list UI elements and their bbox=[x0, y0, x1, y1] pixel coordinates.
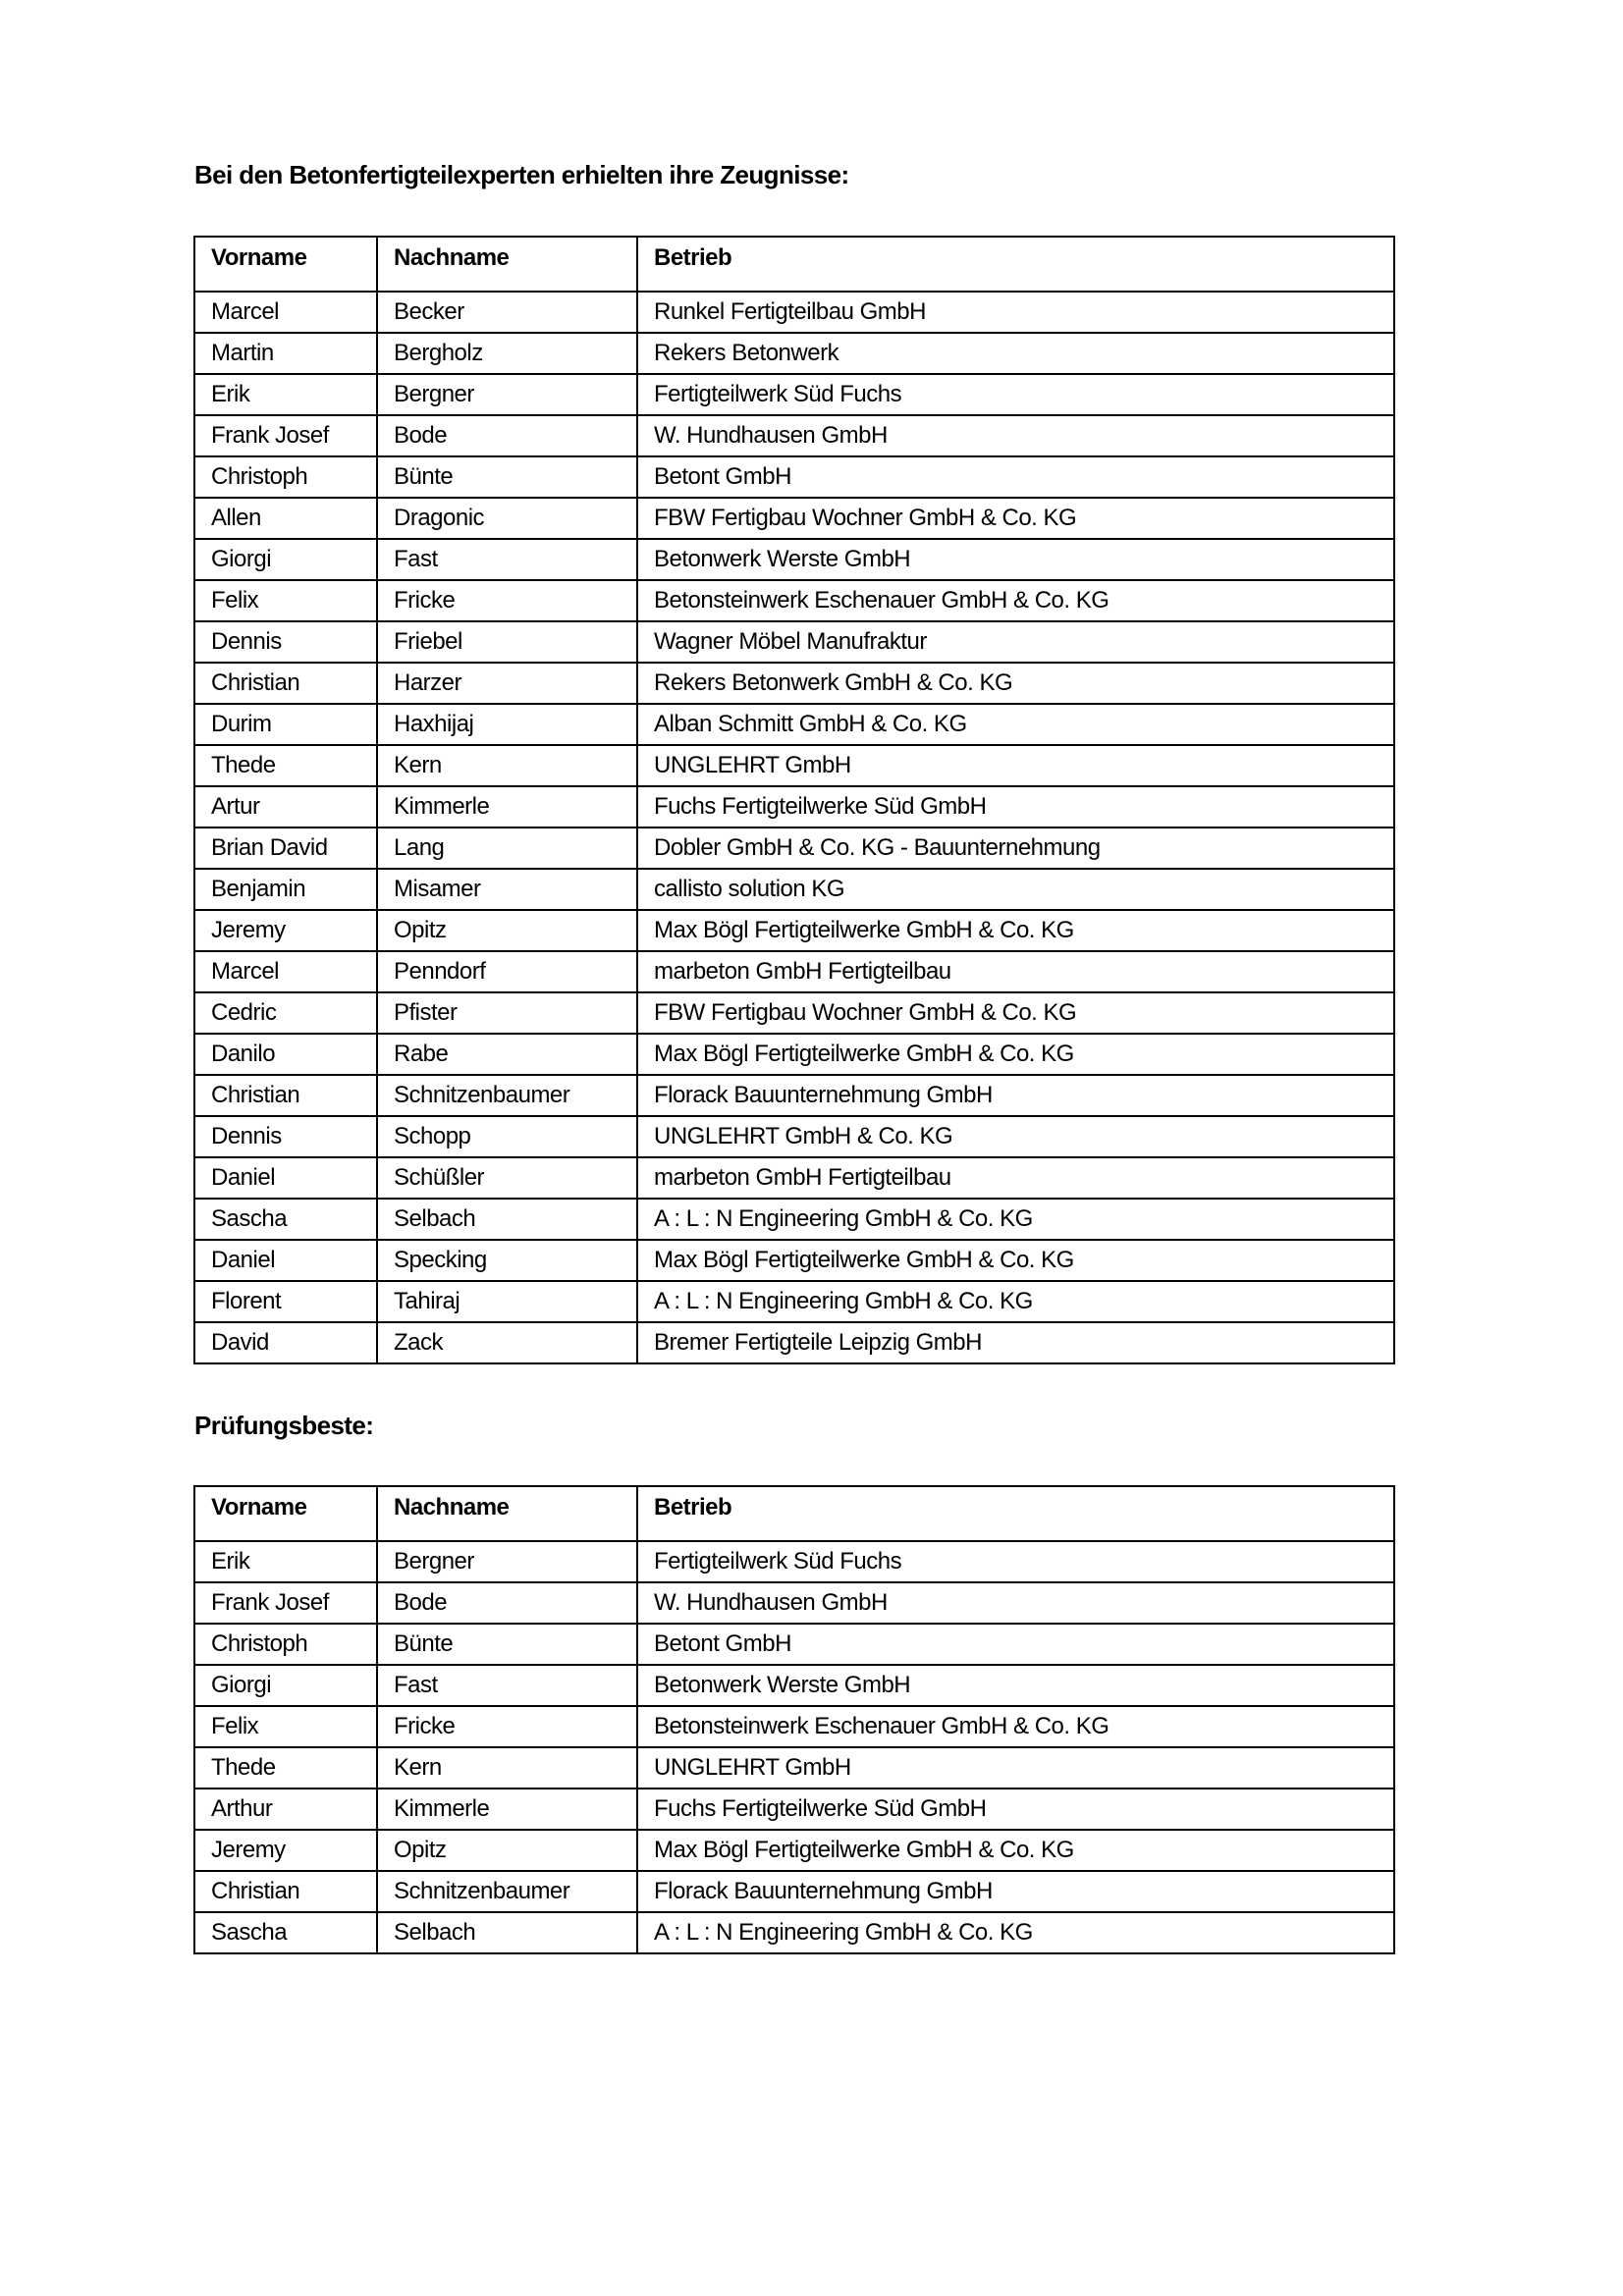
table-row bbox=[194, 1281, 1394, 1322]
cell-first-name: Dennis bbox=[194, 621, 377, 663]
cell-last-name: Selbach bbox=[377, 1199, 637, 1240]
cell-first-name: Durim bbox=[194, 704, 377, 745]
cell-company: FBW Fertigbau Wochner GmbH & Co. KG bbox=[637, 992, 1394, 1034]
cell-first-name: Frank Josef bbox=[194, 1582, 377, 1624]
table-row bbox=[194, 910, 1394, 951]
cell-first-name: Jeremy bbox=[194, 1830, 377, 1871]
cell-company: Runkel Fertigteilbau GmbH bbox=[637, 292, 1394, 333]
cell-first-name: Erik bbox=[194, 1541, 377, 1582]
cell-company: Max Bögl Fertigteilwerke GmbH & Co. KG bbox=[637, 1240, 1394, 1281]
cell-first-name: Daniel bbox=[194, 1240, 377, 1281]
cell-last-name: Pfister bbox=[377, 992, 637, 1034]
cell-first-name: Giorgi bbox=[194, 539, 377, 580]
cell-last-name: Dragonic bbox=[377, 498, 637, 539]
table-row bbox=[194, 1871, 1394, 1912]
cell-last-name: Schüßler bbox=[377, 1157, 637, 1199]
cell-last-name: Friebel bbox=[377, 621, 637, 663]
table-row bbox=[194, 1665, 1394, 1706]
cell-first-name: Christian bbox=[194, 1871, 377, 1912]
cell-last-name: Kimmerle bbox=[377, 786, 637, 828]
cell-last-name: Kern bbox=[377, 745, 637, 786]
cell-last-name: Penndorf bbox=[377, 951, 637, 992]
cell-first-name: Marcel bbox=[194, 951, 377, 992]
cell-first-name: Danilo bbox=[194, 1034, 377, 1075]
cell-company: Dobler GmbH & Co. KG - Bauunternehmung bbox=[637, 828, 1394, 869]
cell-last-name: Tahiraj bbox=[377, 1281, 637, 1322]
cell-last-name: Kern bbox=[377, 1747, 637, 1789]
cell-company: Max Bögl Fertigteilwerke GmbH & Co. KG bbox=[637, 1034, 1394, 1075]
table-row bbox=[194, 1322, 1394, 1363]
table-row bbox=[194, 704, 1394, 745]
table-row bbox=[194, 415, 1394, 456]
cell-company: UNGLEHRT GmbH bbox=[637, 1747, 1394, 1789]
cell-company: FBW Fertigbau Wochner GmbH & Co. KG bbox=[637, 498, 1394, 539]
cell-company: Betont GmbH bbox=[637, 456, 1394, 498]
best-graduates-table bbox=[193, 1485, 1395, 1954]
column-header-first-name: Vorname bbox=[194, 1486, 377, 1541]
column-header-company: Betrieb bbox=[637, 1486, 1394, 1541]
cell-first-name: Giorgi bbox=[194, 1665, 377, 1706]
table-row bbox=[194, 456, 1394, 498]
cell-company: Betonsteinwerk Eschenauer GmbH & Co. KG bbox=[637, 580, 1394, 621]
cell-company: Bremer Fertigteile Leipzig GmbH bbox=[637, 1322, 1394, 1363]
cell-last-name: Specking bbox=[377, 1240, 637, 1281]
cell-company: A : L : N Engineering GmbH & Co. KG bbox=[637, 1199, 1394, 1240]
cell-company: Max Bögl Fertigteilwerke GmbH & Co. KG bbox=[637, 1830, 1394, 1871]
cell-last-name: Harzer bbox=[377, 663, 637, 704]
cell-company: Fuchs Fertigteilwerke Süd GmbH bbox=[637, 786, 1394, 828]
cell-first-name: Thede bbox=[194, 745, 377, 786]
table-row bbox=[194, 828, 1394, 869]
cell-company: Wagner Möbel Manufraktur bbox=[637, 621, 1394, 663]
table-row bbox=[194, 539, 1394, 580]
table-row bbox=[194, 1747, 1394, 1789]
table-row bbox=[194, 663, 1394, 704]
cell-first-name: Felix bbox=[194, 580, 377, 621]
cell-first-name: Arthur bbox=[194, 1789, 377, 1830]
table-row bbox=[194, 1912, 1394, 1953]
cell-first-name: David bbox=[194, 1322, 377, 1363]
cell-first-name: Christoph bbox=[194, 456, 377, 498]
cell-first-name: Sascha bbox=[194, 1912, 377, 1953]
table-row bbox=[194, 1157, 1394, 1199]
cell-last-name: Bode bbox=[377, 1582, 637, 1624]
cell-company: W. Hundhausen GmbH bbox=[637, 415, 1394, 456]
cell-first-name: Cedric bbox=[194, 992, 377, 1034]
cell-company: Fertigteilwerk Süd Fuchs bbox=[637, 1541, 1394, 1582]
cell-last-name: Opitz bbox=[377, 1830, 637, 1871]
cell-first-name: Brian David bbox=[194, 828, 377, 869]
cell-company: A : L : N Engineering GmbH & Co. KG bbox=[637, 1912, 1394, 1953]
cell-first-name: Felix bbox=[194, 1706, 377, 1747]
cell-last-name: Fricke bbox=[377, 580, 637, 621]
table-row bbox=[194, 1789, 1394, 1830]
cell-company: Max Bögl Fertigteilwerke GmbH & Co. KG bbox=[637, 910, 1394, 951]
column-header-last-name: Nachname bbox=[377, 237, 637, 292]
cell-last-name: Opitz bbox=[377, 910, 637, 951]
cell-last-name: Selbach bbox=[377, 1912, 637, 1953]
table-row bbox=[194, 498, 1394, 539]
column-header-first-name: Vorname bbox=[194, 237, 377, 292]
cell-first-name: Jeremy bbox=[194, 910, 377, 951]
cell-last-name: Lang bbox=[377, 828, 637, 869]
cell-first-name: Christoph bbox=[194, 1624, 377, 1665]
cell-company: Betonsteinwerk Eschenauer GmbH & Co. KG bbox=[637, 1706, 1394, 1747]
table-row bbox=[194, 1034, 1394, 1075]
cell-last-name: Bergholz bbox=[377, 333, 637, 374]
certificates-heading: Bei den Betonfertigteilexperten erhielten ihre Zeugnisse: bbox=[194, 160, 849, 189]
best-graduates-heading: Prüfungsbeste: bbox=[194, 1411, 374, 1440]
cell-last-name: Kimmerle bbox=[377, 1789, 637, 1830]
cell-last-name: Zack bbox=[377, 1322, 637, 1363]
table-header-row bbox=[194, 237, 1394, 292]
cell-company: Rekers Betonwerk GmbH & Co. KG bbox=[637, 663, 1394, 704]
cell-first-name: Artur bbox=[194, 786, 377, 828]
cell-last-name: Schopp bbox=[377, 1116, 637, 1157]
cell-last-name: Misamer bbox=[377, 869, 637, 910]
cell-last-name: Fast bbox=[377, 1665, 637, 1706]
cell-first-name: Florent bbox=[194, 1281, 377, 1322]
cell-first-name: Martin bbox=[194, 333, 377, 374]
cell-company: Alban Schmitt GmbH & Co. KG bbox=[637, 704, 1394, 745]
table-row bbox=[194, 1830, 1394, 1871]
cell-last-name: Rabe bbox=[377, 1034, 637, 1075]
cell-company: Fuchs Fertigteilwerke Süd GmbH bbox=[637, 1789, 1394, 1830]
table-row bbox=[194, 951, 1394, 992]
certificates-table-body bbox=[194, 292, 1394, 1363]
cell-company: Rekers Betonwerk bbox=[637, 333, 1394, 374]
cell-last-name: Haxhijaj bbox=[377, 704, 637, 745]
cell-company: Florack Bauunternehmung GmbH bbox=[637, 1075, 1394, 1116]
column-header-company: Betrieb bbox=[637, 237, 1394, 292]
table-row bbox=[194, 292, 1394, 333]
cell-last-name: Becker bbox=[377, 292, 637, 333]
cell-first-name: Christian bbox=[194, 663, 377, 704]
table-row bbox=[194, 1116, 1394, 1157]
table-row bbox=[194, 333, 1394, 374]
cell-first-name: Christian bbox=[194, 1075, 377, 1116]
cell-first-name: Daniel bbox=[194, 1157, 377, 1199]
cell-company: Betonwerk Werste GmbH bbox=[637, 1665, 1394, 1706]
table-row bbox=[194, 1541, 1394, 1582]
cell-first-name: Sascha bbox=[194, 1199, 377, 1240]
cell-last-name: Bergner bbox=[377, 1541, 637, 1582]
cell-company: callisto solution KG bbox=[637, 869, 1394, 910]
table-row bbox=[194, 786, 1394, 828]
cell-last-name: Schnitzenbaumer bbox=[377, 1075, 637, 1116]
cell-company: UNGLEHRT GmbH bbox=[637, 745, 1394, 786]
table-header-row bbox=[194, 1486, 1394, 1541]
cell-company: marbeton GmbH Fertigteilbau bbox=[637, 1157, 1394, 1199]
table-row bbox=[194, 1706, 1394, 1747]
cell-last-name: Fricke bbox=[377, 1706, 637, 1747]
cell-last-name: Bergner bbox=[377, 374, 637, 415]
cell-company: Betonwerk Werste GmbH bbox=[637, 539, 1394, 580]
cell-last-name: Bode bbox=[377, 415, 637, 456]
cell-first-name: Thede bbox=[194, 1747, 377, 1789]
table-row bbox=[194, 1199, 1394, 1240]
table-row bbox=[194, 745, 1394, 786]
column-header-last-name: Nachname bbox=[377, 1486, 637, 1541]
table-row bbox=[194, 869, 1394, 910]
cell-last-name: Bünte bbox=[377, 1624, 637, 1665]
table-row bbox=[194, 1582, 1394, 1624]
cell-first-name: Benjamin bbox=[194, 869, 377, 910]
table-row bbox=[194, 992, 1394, 1034]
table-row bbox=[194, 1624, 1394, 1665]
cell-company: Fertigteilwerk Süd Fuchs bbox=[637, 374, 1394, 415]
cell-first-name: Dennis bbox=[194, 1116, 377, 1157]
table-row bbox=[194, 621, 1394, 663]
certificates-table bbox=[193, 236, 1395, 1364]
cell-last-name: Fast bbox=[377, 539, 637, 580]
table-row bbox=[194, 374, 1394, 415]
cell-last-name: Bünte bbox=[377, 456, 637, 498]
cell-first-name: Marcel bbox=[194, 292, 377, 333]
cell-company: UNGLEHRT GmbH & Co. KG bbox=[637, 1116, 1394, 1157]
cell-company: A : L : N Engineering GmbH & Co. KG bbox=[637, 1281, 1394, 1322]
best-graduates-table-body bbox=[194, 1541, 1394, 1953]
table-row bbox=[194, 1240, 1394, 1281]
cell-company: Betont GmbH bbox=[637, 1624, 1394, 1665]
cell-first-name: Erik bbox=[194, 374, 377, 415]
cell-first-name: Allen bbox=[194, 498, 377, 539]
cell-company: W. Hundhausen GmbH bbox=[637, 1582, 1394, 1624]
cell-first-name: Frank Josef bbox=[194, 415, 377, 456]
table-row bbox=[194, 1075, 1394, 1116]
table-row bbox=[194, 580, 1394, 621]
cell-company: marbeton GmbH Fertigteilbau bbox=[637, 951, 1394, 992]
cell-last-name: Schnitzenbaumer bbox=[377, 1871, 637, 1912]
cell-company: Florack Bauunternehmung GmbH bbox=[637, 1871, 1394, 1912]
